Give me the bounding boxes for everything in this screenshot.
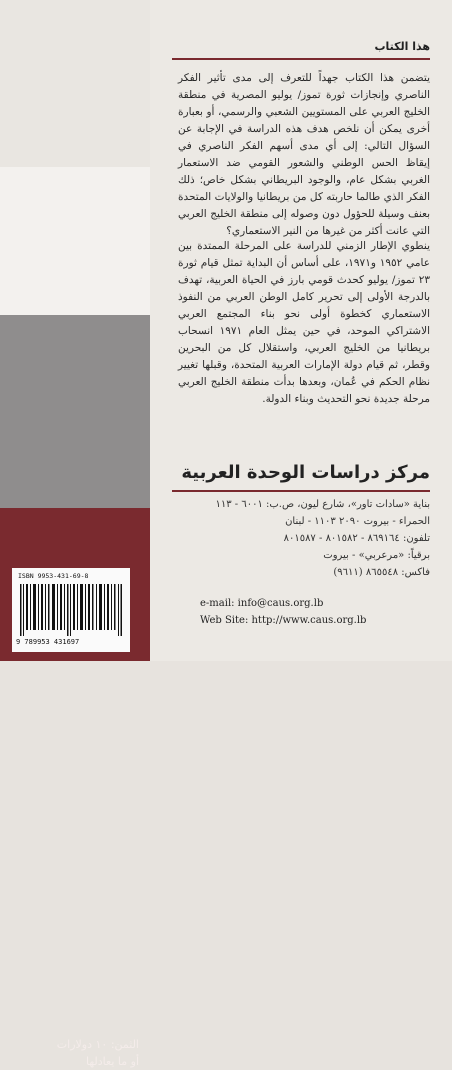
price-line-2: أو ما يعادلها (86, 1055, 139, 1068)
website-link[interactable]: Web Site: http://www.caus.org.lb (200, 615, 367, 626)
section-heading: هذا الكتاب (374, 40, 430, 53)
publisher-name: مركز دراسات الوحدة العربية (181, 462, 430, 483)
address-line-2: الحمراء - بيروت ٢٠٩٠ ١١٠٣ - لبنان (285, 516, 430, 527)
paragraph-1: يتضمن هذا الكتاب جهداً للتعرف إلى مدى تأثير الفكر الناصري وإنجازات ثورة تموز/ يوليو المصرية في منطقة الخليج العربي على المستويين الشعبي والرسمي، أو بعبارة أخرى يمكن أن نلخص هدف هذه الدراسة في الإجابة عن السؤال التالي: إلى أي مدى أسهم الفكر الناصري في إيقاظ الحس الوطني والشعور القومي ضد الاستعمار الغربي بشكل عام، والوجود البريطاني بشكل خاص؛ ذلك الفكر الذي طالما حاربته كل من بريطانيا والولايات المتحدة بعنف وسيلة للحؤول دون وصوله إلى منطقة الخليج العربي التي عانت أكثر من غيرها من النير الاستعماري؟ (178, 72, 430, 237)
barcode-bars (20, 584, 122, 636)
address-line-4: برقياً: «مرعربي» - بيروت (323, 550, 430, 561)
address-line-3: تلفون: ٨٦٩١٦٤ - ٨٠١٥٨٢ - ٨٠١٥٨٧ (283, 533, 430, 544)
email-link[interactable]: e-mail: info@caus.org.lb (200, 598, 324, 609)
publisher-rule (172, 490, 430, 492)
left-band-top (0, 0, 150, 167)
barcode (12, 568, 130, 652)
price-text (44, 1036, 139, 1070)
left-color-band (0, 0, 150, 1068)
contact-info (200, 595, 366, 629)
paragraph-2: ينطوي الإطار الزمني للدراسة على المرحلة الممتدة بين عامي ١٩٥٢ و١٩٧١، على أساس أن البداية تمثل قيام ثورة ٢٣ تموز/ يوليو كحدث قومي بارز في الحياة العربية، تهدف بالدرجة الأولى إلى تحرير كامل الوطن العربي من النفوذ الاستعماري كخطوة أولى نحو بناء المجتمع العربي الاشتراكي الموحد، في حين يمثل العام ١٩٧١ انسحاب بريطانيا من الخليج العربي، واستقلال كل من البحرين وقطر، ثم قيام دولة الإمارات العربية المتحدة، وقبلها تغيير نظام الحكم في عُمان، وبعدها بدأت منطقة الخليج العربي مرحلة جديدة نحو التحديث وبناء الدولة. (178, 240, 431, 405)
left-band-gray (0, 315, 150, 508)
address-line-5: فاكس: ٨٦٥٥٤٨ (٩٦١١) (333, 567, 430, 578)
heading-rule (172, 58, 430, 60)
address-line-1: بناية «سادات تاور»، شارع ليون، ص.ب: ٦٠٠١ - ١١٣ (215, 499, 430, 510)
price-line-1: الثمن: ١٠ دولارات (56, 1038, 139, 1051)
isbn-label: ISBN 9953-431-69-8 (18, 572, 89, 580)
publisher-address (178, 496, 430, 581)
barcode-number: 9 789953 431697 (16, 638, 80, 646)
left-band-white (0, 167, 150, 315)
